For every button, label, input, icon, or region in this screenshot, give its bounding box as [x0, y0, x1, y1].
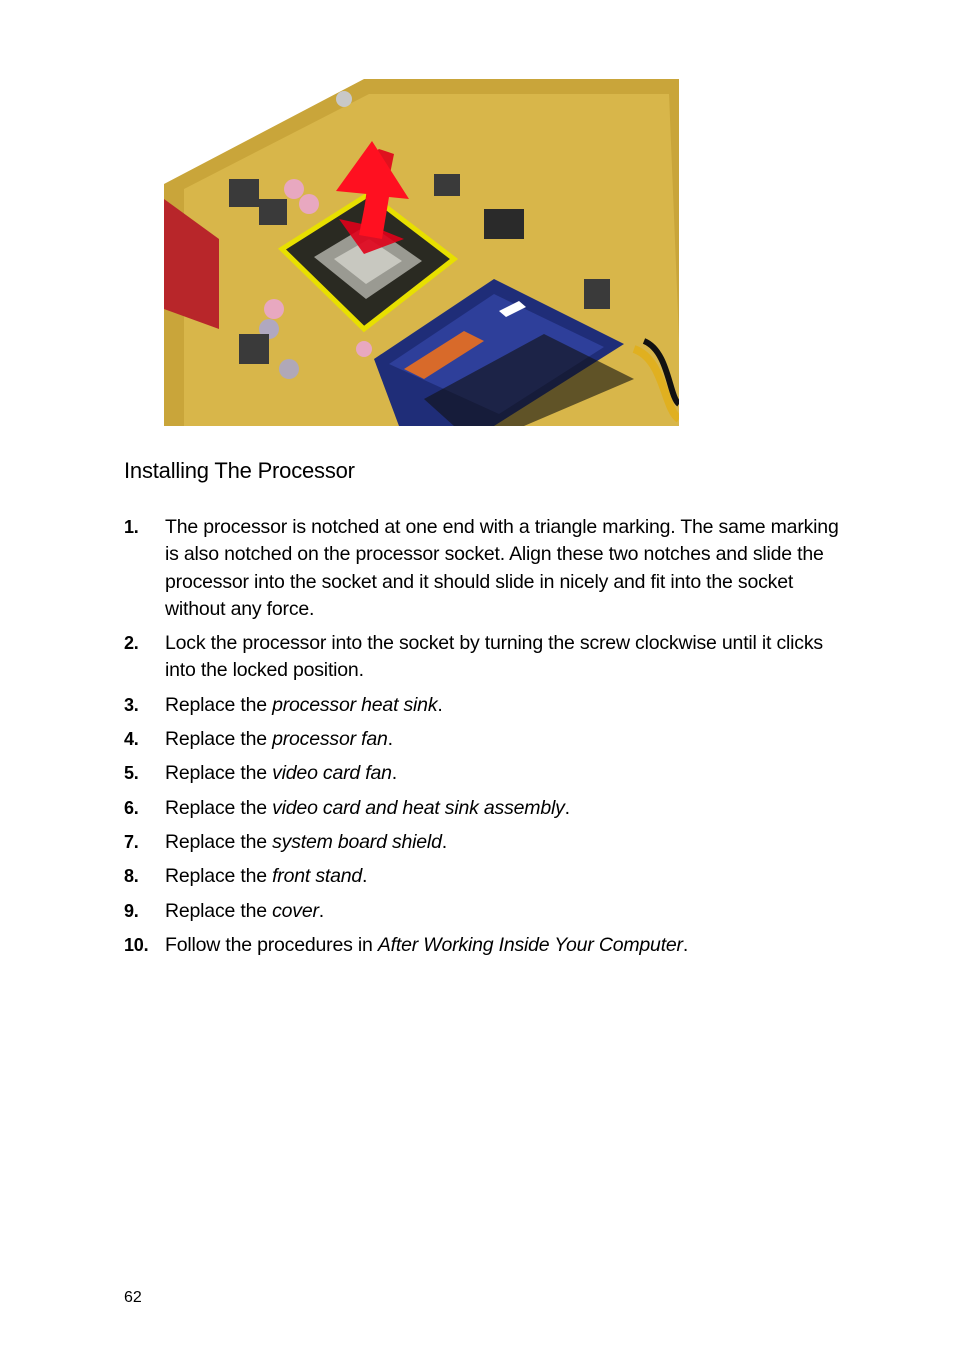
instruction-list	[124, 514, 844, 966]
step-number: 2.	[124, 633, 139, 654]
list-item	[124, 829, 844, 856]
list-item	[124, 760, 844, 787]
list-item	[124, 898, 844, 925]
cross-reference-link[interactable]: processor heat sink	[272, 693, 438, 716]
step-number: 6.	[124, 797, 139, 818]
list-item	[124, 630, 844, 685]
step-number: 8.	[124, 866, 139, 887]
cross-reference-link[interactable]: front stand	[272, 865, 363, 888]
section-heading: Installing The Processor	[124, 458, 355, 483]
step-text: Replace the processor heat sink.	[165, 693, 443, 716]
step-text: Replace the processor fan.	[165, 728, 393, 751]
list-item	[124, 692, 844, 719]
step-number: 9.	[124, 900, 139, 921]
step-text: Follow the procedures in After Working Inside Your Computer.	[165, 933, 689, 956]
step-number: 7.	[124, 831, 139, 852]
cross-reference-link[interactable]: system board shield	[272, 830, 442, 853]
step-number: 5.	[124, 763, 139, 784]
list-item	[124, 726, 844, 753]
step-text: Replace the cover.	[165, 899, 324, 922]
page-number: 62	[124, 1289, 142, 1306]
processor-removal-figure	[164, 79, 679, 426]
step-text: Replace the system board shield.	[165, 830, 447, 853]
cross-reference-link[interactable]: After Working Inside Your Computer	[377, 933, 683, 956]
step-text: Replace the front stand.	[165, 865, 368, 888]
list-item	[124, 932, 844, 959]
list-item	[124, 514, 844, 623]
step-number: 3.	[124, 694, 139, 715]
step-text: Lock the processor into the socket by turning the screw clockwise until it clicks into the locked position.	[165, 632, 823, 682]
step-number: 10.	[124, 934, 149, 955]
step-text: The processor is notched at one end with a triangle marking. The same marking is also notched on the processor socket. Align these two notches and slide the processor into the socket and it should slide in nicely and fit into the socket without any force.	[165, 516, 839, 620]
cross-reference-link[interactable]: processor fan	[272, 728, 388, 751]
step-text: Replace the video card and heat sink assembly.	[165, 796, 570, 819]
step-number: 4.	[124, 729, 139, 750]
cross-reference-link[interactable]: video card and heat sink assembly	[272, 796, 565, 819]
cross-reference-link[interactable]: cover	[272, 899, 319, 922]
step-text: Replace the video card fan.	[165, 762, 398, 785]
list-item	[124, 863, 844, 890]
step-number: 1.	[124, 517, 139, 537]
cross-reference-link[interactable]: video card fan	[272, 762, 392, 785]
list-item	[124, 795, 844, 822]
system-board-illustration	[164, 79, 679, 426]
